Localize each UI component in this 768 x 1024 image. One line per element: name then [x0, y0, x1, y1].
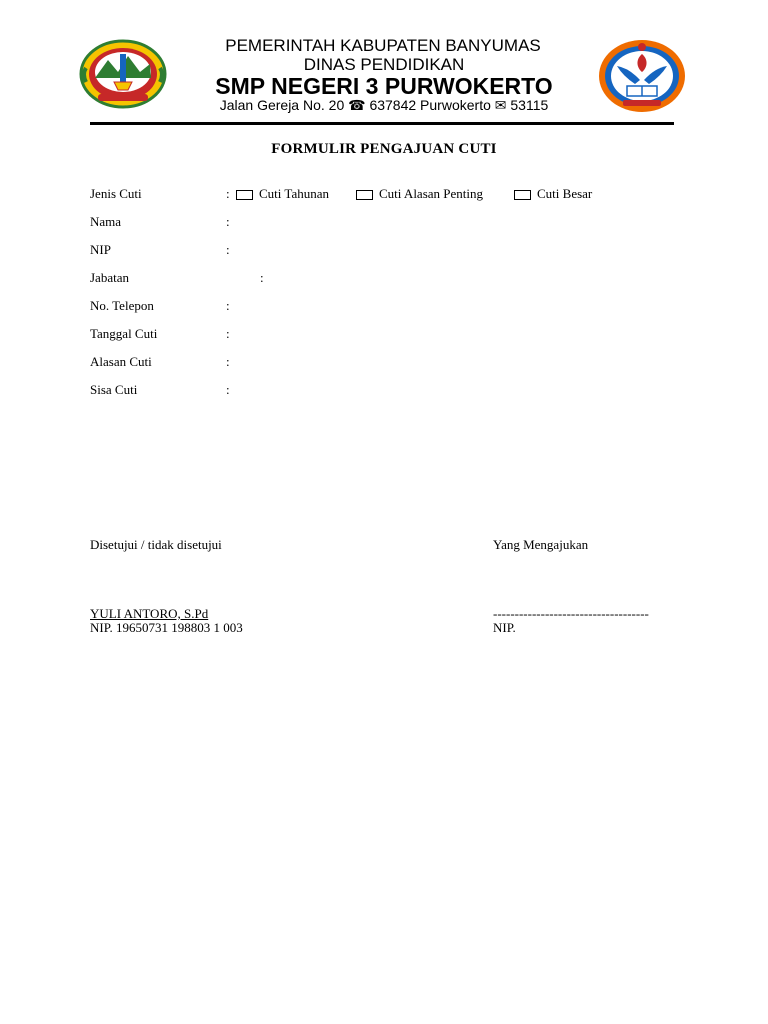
department-name: DINAS PENDIDIKAN — [303, 55, 465, 74]
checkbox-important-reason-leave[interactable] — [356, 190, 373, 200]
form-title: FORMULIR PENGAJUAN CUTI — [271, 141, 497, 157]
leave-type-label: Jenis Cuti — [90, 186, 142, 201]
field-row-nip — [0, 242, 768, 262]
field-row-remaining-leave — [0, 382, 768, 402]
letterhead-divider — [90, 122, 674, 125]
field-label: NIP — [90, 242, 111, 257]
option-important-reason-leave[interactable] — [356, 186, 483, 202]
approver-nip: NIP. 19650731 198803 1 003 — [90, 620, 243, 635]
colon: : — [260, 270, 264, 285]
colon: : — [226, 382, 230, 397]
government-name: PEMERINTAH KABUPATEN BANYUMAS — [225, 36, 541, 55]
applicant-nip: NIP. — [493, 620, 516, 635]
field-row-phone — [0, 298, 768, 318]
colon: : — [226, 354, 230, 369]
field-label: Tanggal Cuti — [90, 326, 158, 341]
field-row-leave-reason — [0, 354, 768, 374]
option-label: Cuti Besar — [537, 186, 593, 201]
field-row-name — [0, 214, 768, 234]
field-row-leave-date — [0, 326, 768, 346]
option-annual-leave[interactable] — [236, 186, 329, 202]
checkbox-long-leave[interactable] — [514, 190, 531, 200]
colon: : — [226, 298, 230, 313]
option-label: Cuti Tahunan — [259, 186, 329, 201]
option-long-leave[interactable] — [514, 186, 592, 202]
option-label: Cuti Alasan Penting — [379, 186, 483, 201]
colon: : — [226, 326, 230, 341]
field-label: No. Telepon — [90, 298, 154, 313]
school-name: SMP NEGERI 3 PURWOKERTO — [215, 73, 553, 99]
school-address: Jalan Gereja No. 20 ☎ 637842 Purwokerto ✉ 53115 — [219, 97, 549, 113]
field-label: Nama — [90, 214, 122, 229]
leave-type-row — [0, 186, 768, 206]
field-label: Alasan Cuti — [90, 354, 152, 369]
colon: : — [226, 214, 230, 229]
applicant-name-line: ------------------------------------ — [493, 606, 649, 621]
applicant-heading: Yang Mengajukan — [493, 537, 589, 552]
colon: : — [226, 186, 230, 201]
approver-name: YULI ANTORO, S.Pd — [90, 606, 209, 621]
field-label: Jabatan — [90, 270, 129, 285]
field-row-position — [0, 270, 768, 290]
approval-heading: Disetujui / tidak disetujui — [90, 537, 222, 552]
checkbox-annual-leave[interactable] — [236, 190, 253, 200]
field-label: Sisa Cuti — [90, 382, 138, 397]
colon: : — [226, 242, 230, 257]
